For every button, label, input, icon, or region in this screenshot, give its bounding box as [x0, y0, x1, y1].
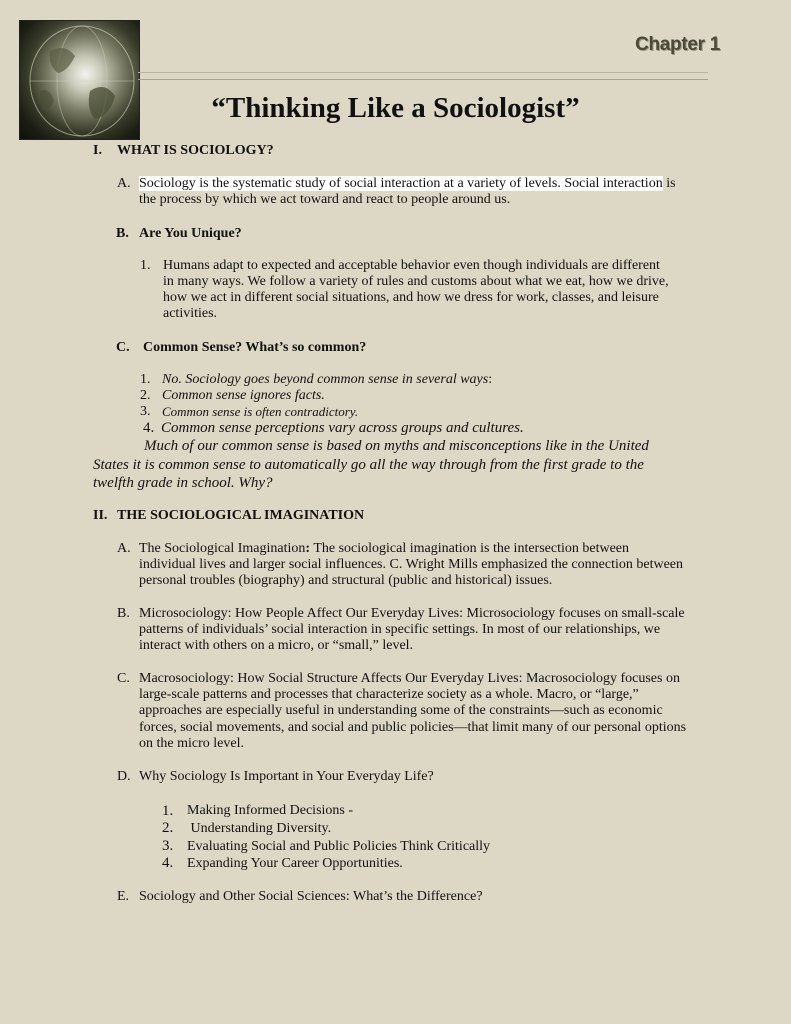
header-rule-bottom — [138, 79, 708, 80]
item-2c-line: approaches are especially useful in understanding some of the constraints—such as economic — [139, 703, 663, 718]
item-2d-1-number: 1. — [162, 803, 174, 819]
section-1-number: I. — [93, 143, 102, 158]
common-sense-paragraph-line: twelfth grade in school. Why? — [93, 475, 273, 491]
item-1c-3-text: Common sense is often contradictory. — [162, 404, 359, 419]
page-title: “Thinking Like a Sociologist” — [211, 92, 580, 124]
item-1c-2-number: 2. — [140, 388, 151, 403]
item-1c-2-text: Common sense ignores facts. — [162, 388, 325, 403]
item-1a-line2: the process by which we act toward and react to people around us. — [139, 192, 511, 207]
item-2d-1-text: Making Informed Decisions - — [187, 803, 354, 818]
item-1a-line1: Sociology is the systematic study of social interaction at a variety of levels. Social interaction is — [139, 176, 676, 191]
item-2d-3-text: Evaluating Social and Public Policies Think Critically — [187, 839, 491, 854]
item-2b-letter: B. — [117, 606, 130, 621]
section-1-heading: WHAT IS SOCIOLOGY? — [117, 143, 274, 158]
item-1b-1-line: how we act in different social situations, and how we dress for work, classes, and leisure — [163, 290, 659, 305]
item-2d-text: Why Sociology Is Important in Your Everyday Life? — [139, 769, 434, 784]
item-1b-heading: Are You Unique? — [139, 226, 242, 241]
chapter-label: Chapter 1 — [635, 34, 720, 55]
item-2d-4-number: 4. — [162, 855, 174, 871]
section-2-number: II. — [93, 508, 108, 523]
common-sense-paragraph-line: Much of our common sense is based on myths and misconceptions like in the United — [144, 438, 649, 454]
item-1c-3-number: 3. — [140, 404, 151, 419]
item-1c-4-number: 4. — [143, 420, 155, 436]
item-2c-line: on the micro level. — [139, 736, 244, 751]
item-2e-letter: E. — [117, 889, 130, 904]
common-sense-paragraph-line: States it is common sense to automatically go all the way through from the first grade to the — [93, 457, 644, 473]
item-2d-2-number: 2. — [162, 820, 174, 836]
item-2b-line: interact with others on a micro, or “small,” level. — [139, 638, 414, 653]
item-1b-1-line: in many ways. We follow a variety of rules and customs about what we eat, how we drive, — [163, 274, 669, 289]
item-1c-heading: Common Sense? What’s so common? — [143, 340, 367, 355]
item-1b-1-number: 1. — [140, 258, 151, 273]
item-1b-letter: B. — [116, 226, 129, 241]
section-2-heading: THE SOCIOLOGICAL IMAGINATION — [117, 508, 365, 523]
highlighted-text: Sociology is the systematic study of social interaction at a variety of levels. Social interaction — [139, 176, 663, 191]
item-2b-line: patterns of individuals’ social interaction in specific settings. In most of our relationships, we — [139, 622, 661, 637]
item-2a-letter: A. — [117, 541, 131, 556]
item-1c-1-number: 1. — [140, 372, 151, 387]
item-2d-letter: D. — [117, 769, 131, 784]
item-2c-letter: C. — [117, 671, 130, 686]
item-1c-4-text: Common sense perceptions vary across groups and cultures. — [161, 420, 524, 436]
item-1c-1-text: No. Sociology goes beyond common sense in several ways: — [162, 372, 493, 387]
item-2b-line: Microsociology: How People Affect Our Everyday Lives: Microsociology focuses on small-scale — [139, 606, 685, 621]
item-2c-line: large-scale patterns and processes that characterize society as a whole. Macro, or “large,” — [139, 687, 639, 702]
item-1c-letter: C. — [116, 340, 130, 355]
item-2c-line: Macrosociology: How Social Structure Affects Our Everyday Lives: Macrosociology focuses on — [139, 671, 680, 686]
item-2d-4-text: Expanding Your Career Opportunities. — [187, 856, 403, 871]
item-2c-line: forces, social movements, and social and public policies—that limit many of our personal options — [139, 720, 687, 735]
item-2e-text: Sociology and Other Social Sciences: What’s the Difference? — [139, 889, 483, 904]
item-2a-line: individual lives and larger social influences. C. Wright Mills emphasized the connection between — [139, 557, 683, 572]
item-1b-1-line: activities. — [163, 306, 218, 321]
item-1b-1-line: Humans adapt to expected and acceptable behavior even though individuals are different — [163, 258, 660, 273]
item-1a-letter: A. — [117, 176, 131, 191]
item-2a-line: personal troubles (biography) and structural (public and historical) issues. — [139, 573, 553, 588]
header-rule-top — [138, 72, 708, 73]
item-2d-2-text: Understanding Diversity. — [187, 821, 332, 836]
item-2d-3-number: 3. — [162, 838, 174, 854]
item-2a-line1: The Sociological Imagination: The sociological imagination is the intersection between — [139, 541, 630, 556]
